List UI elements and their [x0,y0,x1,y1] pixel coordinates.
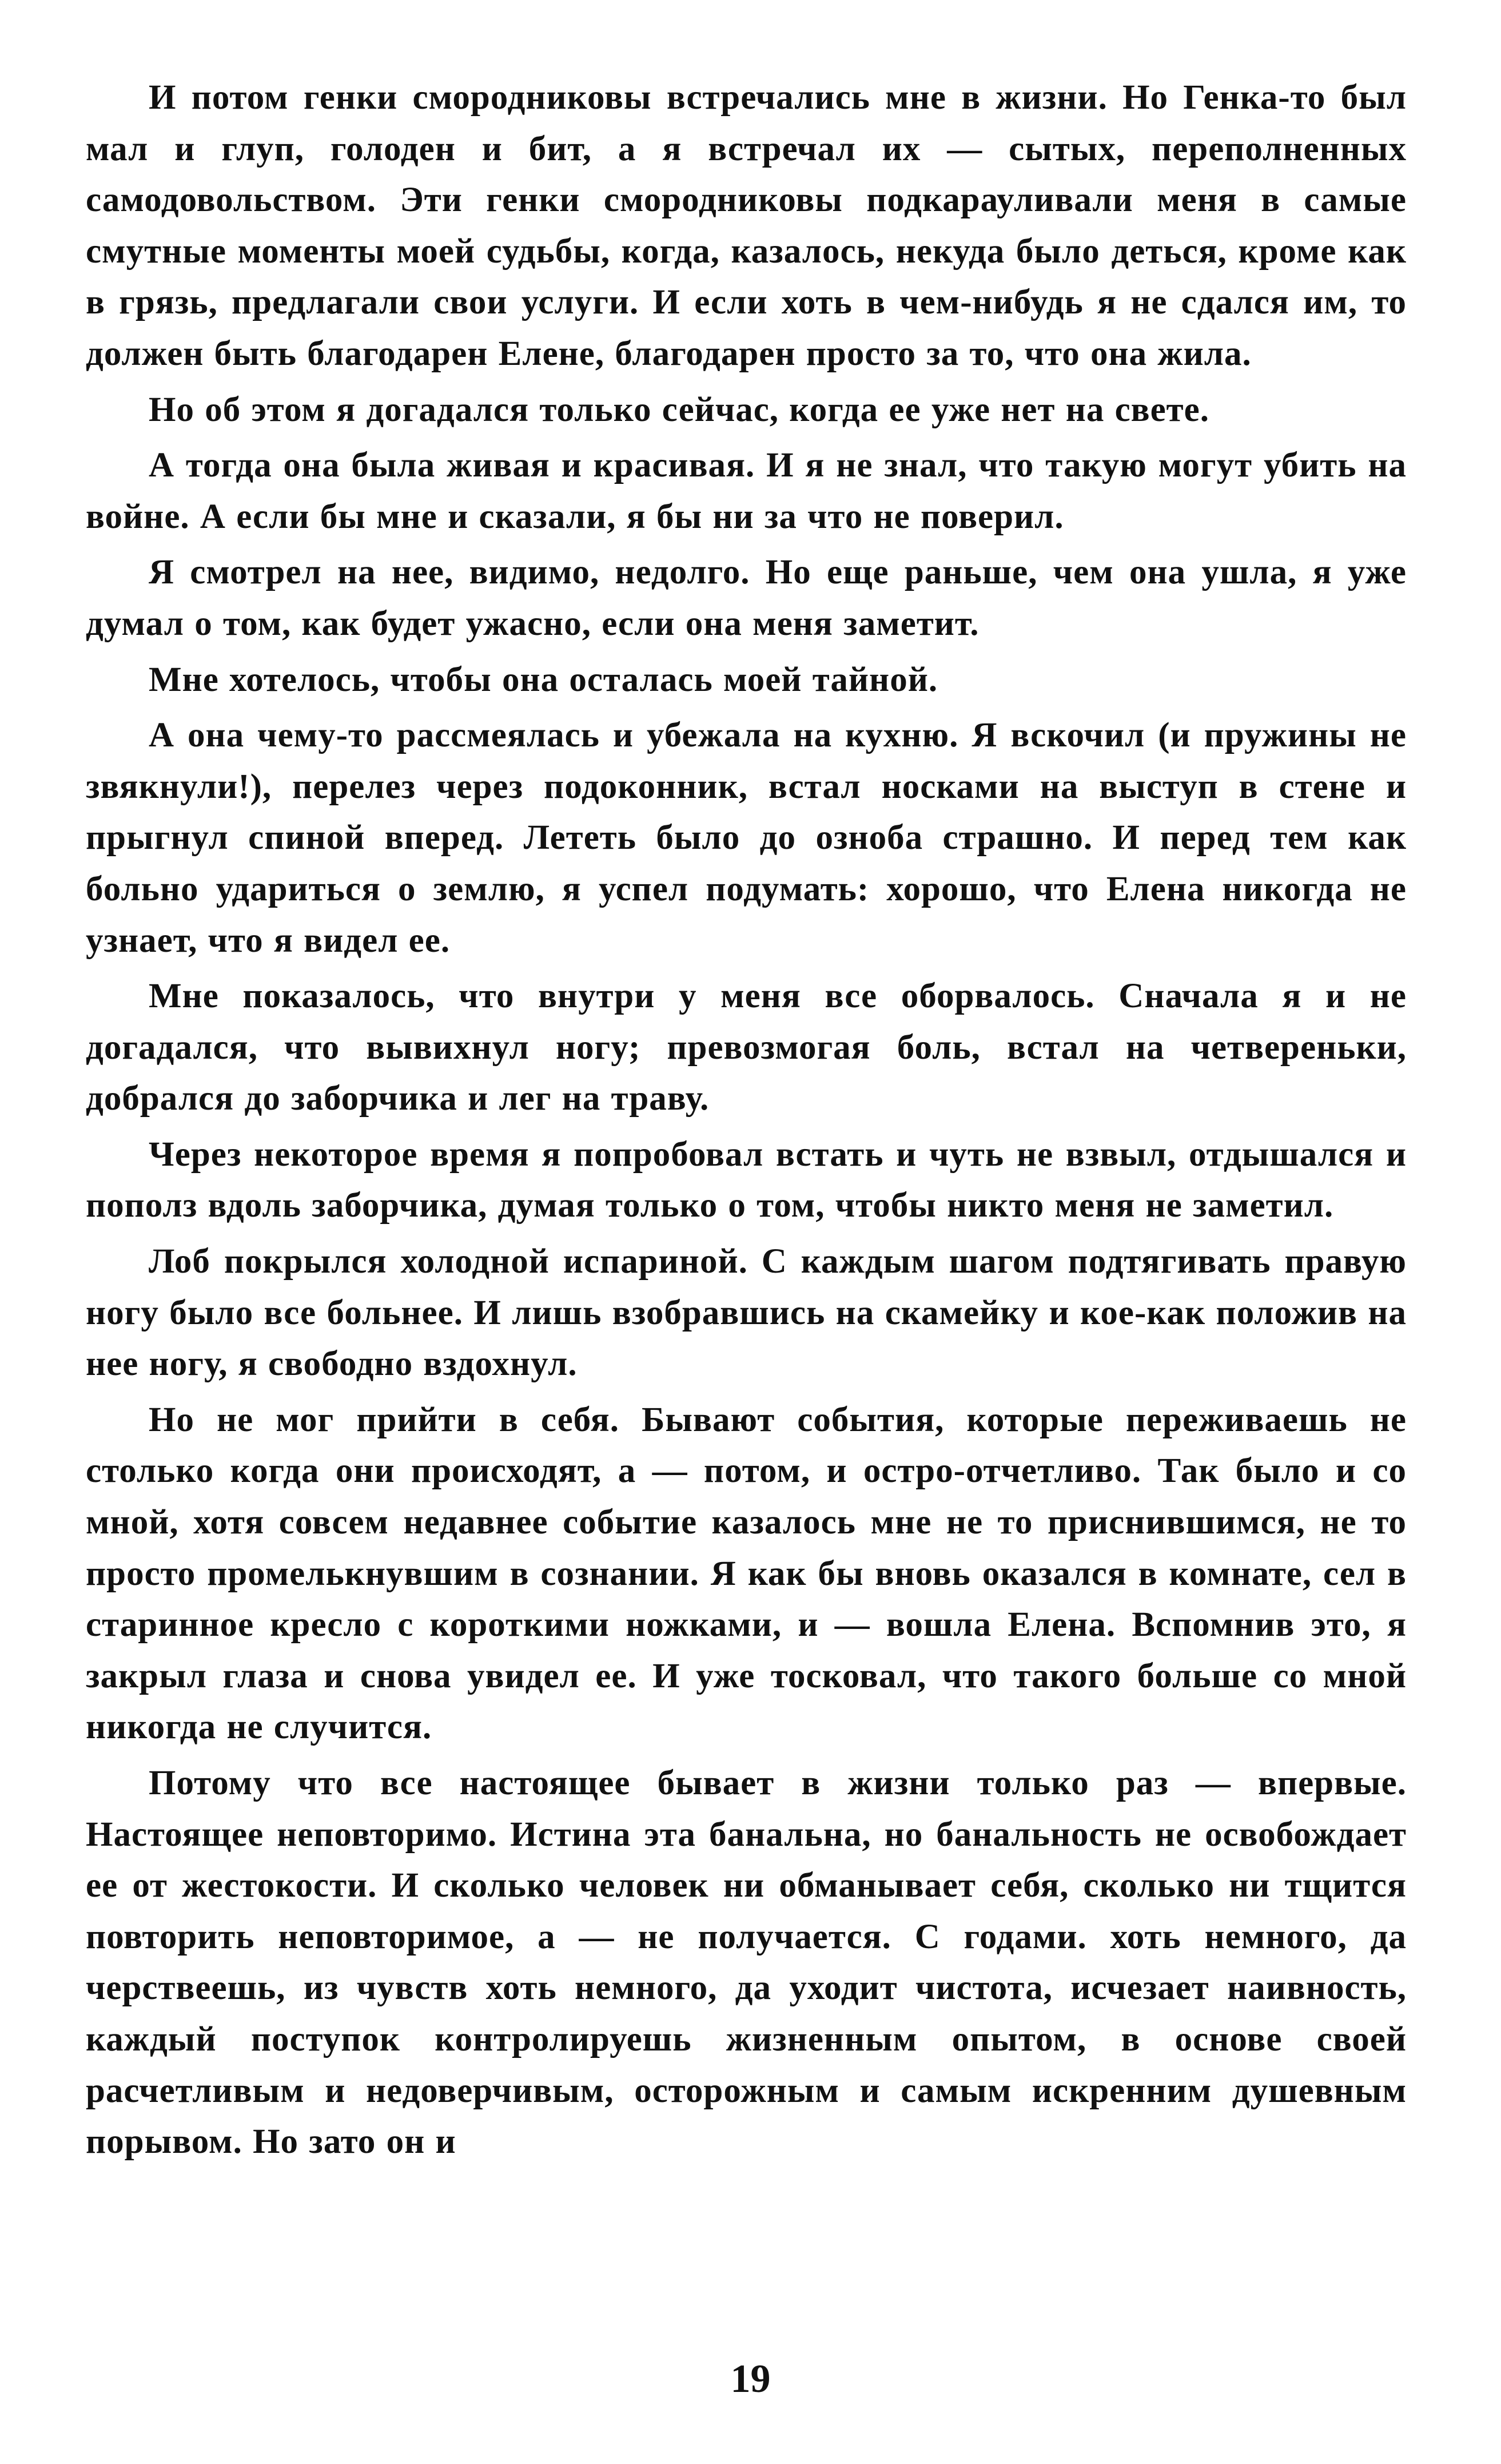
paragraph-5: Мне хотелось, чтобы она осталась моей тайной. [149,660,938,699]
page-number: 19 [730,2357,771,2401]
paragraph-3: А тогда она была живая и красивая. И я не знал, что такую могут убить на войне. А если бы мне и сказали, я бы ни за что не поверил. [86,446,1407,536]
paragraph-9: Лоб покрылся холодной испариной. С каждым шагом подтягивать правую ногу было все больнее. И лишь взобравшись на скамейку и кое-как положив на нее ногу, я свободно вздохнул. [86,1242,1407,1384]
paragraph-7: Мне показалось, что внутри у меня все оборвалось. Сначала я и не догадался, что вывихнул ногу; превозмогая боль, встал на четвереньки, добрался до заборчика и лег на траву. [86,977,1407,1118]
paragraph-4: Я смотрел на нее, видимо, недолго. Но еще раньше, чем она ушла, я уже думал о том, как будет ужасно, если она меня заметит. [86,553,1407,643]
paragraph-1: И потом генки смородниковы встречались мне в жизни. Но Генка-то был мал и глуп, голоден и бит, а я встречал их — сытых, переполненных самодовольством. Эти генки смородниковы подкарауливали меня в самые смутные моменты моей судьбы, когда, казалось, некуда было деться, кроме как в грязь, предлагали свои услуги. И если хоть в чем-нибудь я не сдался им, то должен быть благодарен Елене, благодарен просто за то, что она жила. [86,78,1407,373]
paragraph-11: Потому что все настоящее бывает в жизни только раз — впервые. Настоящее неповторимо. Истина эта банальна, но банальность не освобождает ее от жестокости. И сколько человек ни обманывает себя, сколько ни тщится повторить неповторимое, а — не получается. С годами. хоть немного, да черствеешь, из чувств хоть немного, да уходит чистота, исчезает наивность, каждый поступок контролируешь жизненным опытом, в основе своей расчетливым и недоверчивым, осторожным и самым искренним душевным порывом. Но зато он и [86,1764,1407,2161]
paragraph-8: Через некоторое время я попробовал встать и чуть не взвыл, отдышался и пополз вдоль заборчика, думая только о том, чтобы никто меня не заметил. [86,1135,1407,1225]
paragraph-6: А она чему-то рассмеялась и убежала на кухню. Я вскочил (и пружины не звякнули!), перелез через подоконник, встал носками на выступ в стене и прыгнул спиной вперед. Лететь было до озноба страшно. И перед тем как больно удариться о землю, я успел подумать: хорошо, что Елена никогда не узнает, что я видел ее. [86,716,1407,960]
paragraph-10: Но не мог прийти в себя. Бывают события, которые переживаешь не столько когда они происходят, а — потом, и остро-отчетливо. Так было и со мной, хотя совсем недавнее событие казалось мне не то приснившимся, не то просто промелькнувшим в сознании. Я как бы вновь оказался в комнате, сел в старинное кресло с короткими ножками, и — вошла Елена. Вспомнив это, я закрыл глаза и снова увидел ее. И уже тосковал, что такого больше со мной никогда не случится. [86,1400,1407,1747]
page-body [86,72,1407,2172]
paragraph-2: Но об этом я догадался только сейчас, когда ее уже нет на свете. [149,390,1209,429]
